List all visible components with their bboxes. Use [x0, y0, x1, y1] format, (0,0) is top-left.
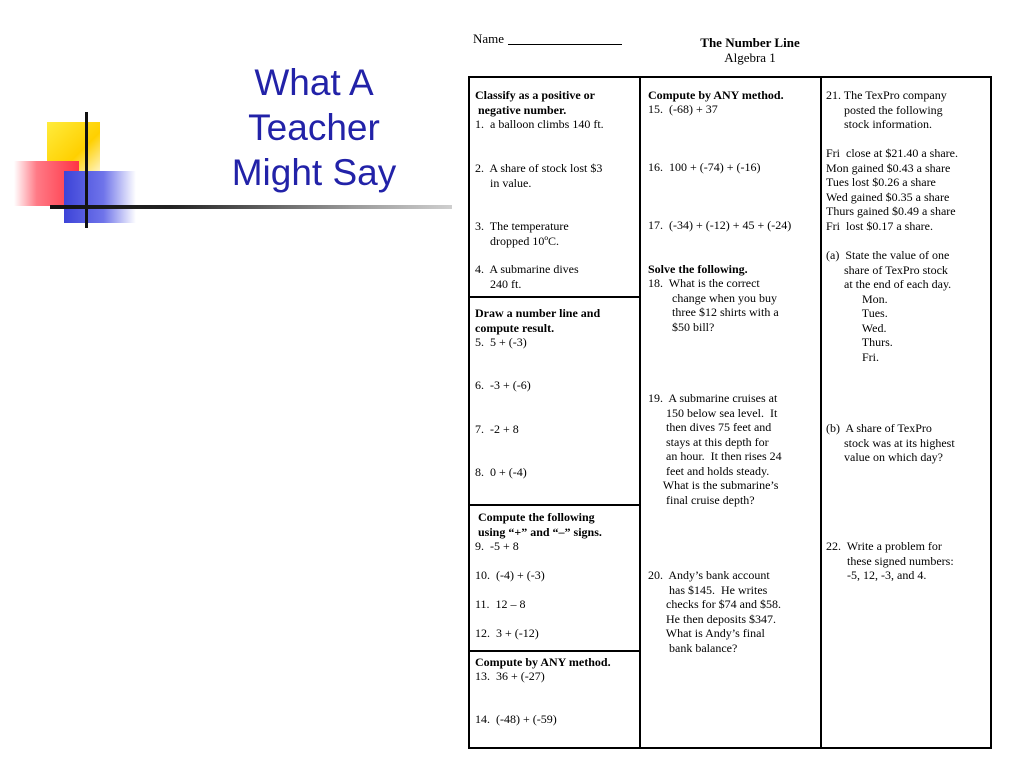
text-line: 2. A share of stock lost $3 — [475, 161, 603, 175]
question-3 — [475, 219, 569, 248]
text-line: at the end of each day. — [826, 277, 952, 291]
text-line: stock information. — [826, 117, 932, 131]
text-line: $50 bill? — [648, 319, 715, 334]
worksheet-border-left — [468, 76, 470, 749]
text-line: posted the following — [826, 102, 943, 117]
section-divider — [468, 296, 641, 298]
text-line: 8. 0 + (-4) — [475, 465, 527, 479]
text-line: 18. What is the correct — [648, 276, 760, 290]
name-blank-line — [508, 44, 622, 45]
text-line: Compute the following — [475, 510, 595, 524]
text-line: 1. a balloon climbs 140 ft. — [475, 117, 604, 131]
section-heading — [475, 655, 611, 670]
text-line: in value. — [475, 175, 532, 190]
question-4 — [475, 262, 579, 291]
text-line: 21. The TexPro company — [826, 88, 947, 102]
question-13 — [475, 669, 545, 684]
text-line: share of TexPro stock — [826, 262, 948, 277]
column-divider — [820, 76, 822, 749]
section-heading — [648, 262, 748, 277]
text-line: 19. A submarine cruises at — [648, 391, 778, 405]
question-8 — [475, 465, 527, 480]
text-line: negative number. — [475, 102, 567, 117]
question-11 — [475, 597, 526, 612]
worksheet-subtitle: Algebra 1 — [724, 50, 776, 65]
question-21b — [826, 421, 955, 465]
question-21a — [826, 248, 951, 364]
question-2 — [475, 161, 602, 190]
text-line: change when you buy — [648, 290, 777, 305]
text-line: -5, 12, -3, and 4. — [826, 568, 927, 582]
text-line: stock was at its highest — [826, 435, 955, 450]
question-7 — [475, 422, 519, 437]
text-line: then dives 75 feet and — [648, 420, 772, 434]
worksheet-border-right — [990, 76, 992, 749]
text-line: 150 below sea level. It — [648, 405, 778, 420]
section-divider — [468, 504, 641, 506]
text-line: Mon gained $0.43 a share — [826, 160, 951, 175]
text-line: checks for $74 and $58. — [648, 597, 781, 611]
column-divider — [639, 76, 641, 749]
text-line: an hour. It then rises 24 — [648, 449, 782, 463]
text-line: bank balance? — [648, 640, 738, 655]
stock-information — [826, 146, 958, 233]
slide-title-line: What A — [254, 62, 374, 103]
text-line: 4. A submarine dives — [475, 262, 579, 276]
question-1 — [475, 117, 604, 132]
question-14 — [475, 712, 557, 727]
worksheet-title-main: The Number Line — [700, 35, 800, 50]
text-line: (a) State the value of one — [826, 248, 950, 262]
text-line: 22. Write a problem for — [826, 539, 942, 553]
text-line: Thurs. — [826, 335, 893, 349]
text-line: (b) A share of TexPro — [826, 421, 932, 435]
text-line: What is Andy’s final — [648, 626, 765, 640]
text-line: compute result. — [475, 320, 555, 335]
question-20 — [648, 568, 781, 655]
text-line: 5. 5 + (-3) — [475, 335, 527, 349]
text-line: Fri. — [826, 349, 880, 364]
question-6 — [475, 378, 531, 393]
text-line: 7. -2 + 8 — [475, 422, 519, 436]
section-heading — [475, 306, 600, 335]
question-22 — [826, 539, 954, 583]
text-line: Wed. — [826, 320, 887, 335]
text-line: Draw a number line and — [475, 306, 601, 320]
section-heading — [475, 88, 595, 117]
text-line: dropped 10ºC. — [475, 233, 560, 248]
text-line: 240 ft. — [475, 276, 522, 291]
text-line: using “+” and “–” signs. — [475, 524, 602, 539]
text-line: 3. The temperature — [475, 219, 569, 233]
text-line: 13. 36 + (-27) — [475, 669, 545, 683]
text-line: 12. 3 + (-12) — [475, 626, 539, 640]
worksheet-title — [680, 35, 820, 65]
worksheet-border-bottom — [468, 747, 992, 749]
text-line: Fri lost $0.17 a share. — [826, 218, 933, 233]
text-line: 17. (-34) + (-12) + 45 + (-24) — [648, 218, 792, 232]
text-line: these signed numbers: — [826, 553, 954, 568]
text-line: Wed gained $0.35 a share — [826, 189, 950, 204]
text-line: 15. (-68) + 37 — [648, 102, 718, 116]
text-line: 20. Andy’s bank account — [648, 568, 770, 582]
text-line: 6. -3 + (-6) — [475, 378, 531, 392]
text-line: What is the submarine’s — [648, 478, 779, 492]
question-18 — [648, 276, 779, 334]
text-line: three $12 shirts with a — [648, 305, 779, 319]
name-label: Name — [473, 31, 505, 46]
text-line: Compute by ANY method. — [475, 655, 611, 669]
text-line: Solve the following. — [648, 262, 748, 276]
text-line: 9. -5 + 8 — [475, 539, 519, 553]
text-line: Classify as a positive or — [475, 88, 595, 102]
text-line: feet and holds steady. — [648, 463, 770, 478]
question-5 — [475, 335, 527, 350]
slide-title-line: Teacher — [248, 107, 380, 148]
text-line: 16. 100 + (-74) + (-16) — [648, 160, 761, 174]
text-line: Tues lost $0.26 a share — [826, 175, 936, 189]
worksheet-border-top — [468, 76, 992, 78]
text-line: 14. (-48) + (-59) — [475, 712, 557, 726]
text-line: Thurs gained $0.49 a share — [826, 204, 956, 218]
text-line: Fri close at $21.40 a share. — [826, 146, 958, 160]
question-15 — [648, 102, 718, 117]
decor-horizontal-line — [50, 205, 452, 209]
text-line: stays at this depth for — [648, 434, 769, 449]
text-line: Tues. — [826, 306, 888, 320]
question-10 — [475, 568, 545, 583]
question-19 — [648, 391, 782, 507]
section-heading — [475, 510, 602, 539]
text-line: 10. (-4) + (-3) — [475, 568, 545, 582]
text-line: has $145. He writes — [648, 582, 768, 597]
section-divider — [468, 650, 641, 652]
slide-title — [214, 60, 414, 195]
text-line: He then deposits $347. — [648, 611, 776, 626]
text-line: final cruise depth? — [648, 492, 755, 507]
text-line: Mon. — [826, 291, 888, 306]
question-9 — [475, 539, 519, 554]
text-line: Compute by ANY method. — [648, 88, 784, 102]
decor-blue-square — [64, 171, 136, 223]
question-16 — [648, 160, 761, 175]
text-line: value on which day? — [826, 450, 943, 464]
section-heading — [648, 88, 784, 103]
decor-vertical-line — [85, 112, 88, 228]
text-line: 11. 12 – 8 — [475, 597, 526, 611]
question-12 — [475, 626, 539, 641]
question-17 — [648, 218, 791, 233]
question-21-intro — [826, 88, 947, 132]
slide-title-line: Might Say — [231, 152, 397, 193]
